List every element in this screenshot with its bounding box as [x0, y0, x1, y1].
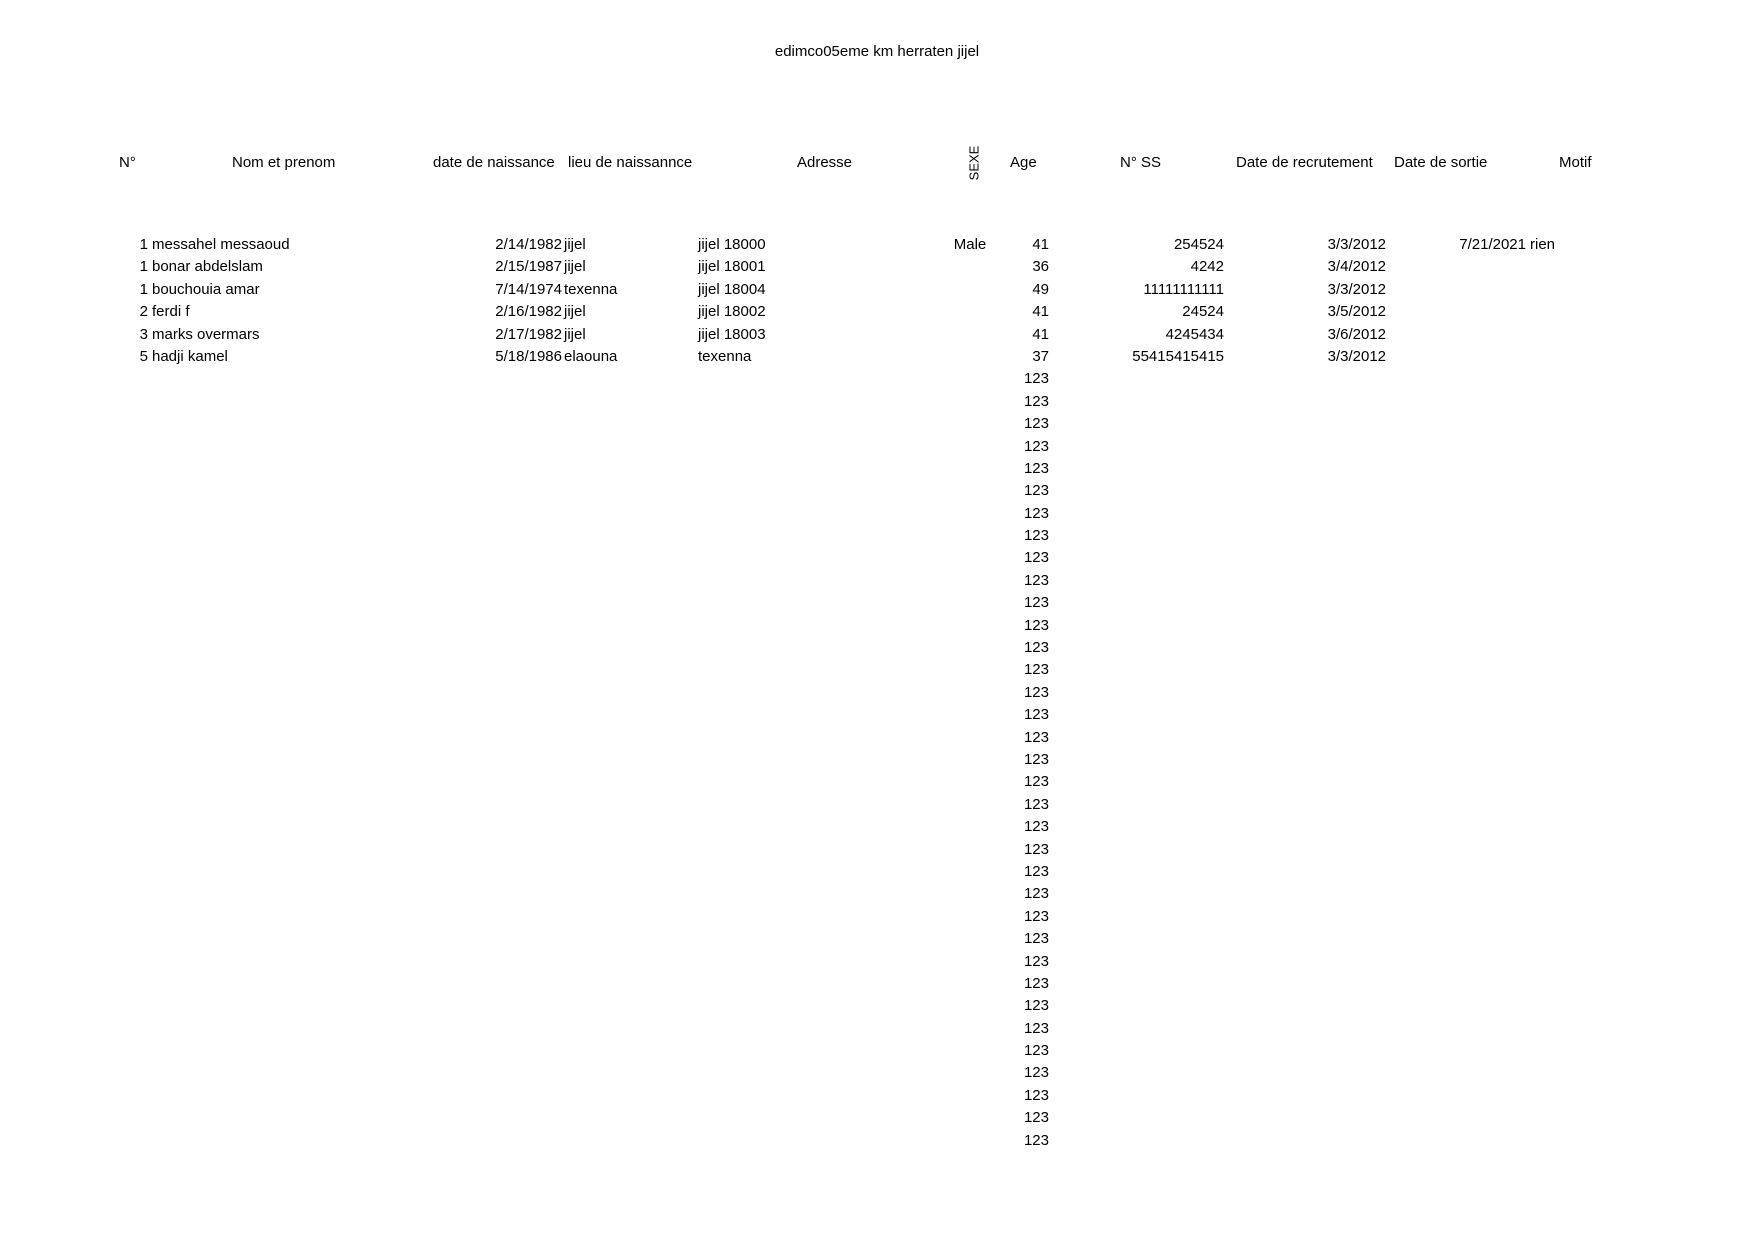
table-row — [0, 594, 1754, 616]
cell-age: 41 — [1032, 325, 1049, 343]
table-row — [0, 303, 1754, 325]
table-row — [0, 751, 1754, 773]
cell-age: 123 — [1023, 997, 1049, 1015]
cell-age: 36 — [1032, 258, 1049, 276]
cell-birth-place: jijel — [564, 236, 586, 253]
header-birth-date: date de naissance — [433, 154, 555, 171]
cell-age: 123 — [1023, 840, 1049, 858]
cell-age: 123 — [1023, 504, 1049, 522]
cell-age: 123 — [1023, 482, 1049, 500]
cell-age: 123 — [1023, 930, 1049, 948]
cell-name: ferdi f — [152, 303, 190, 321]
table-row — [0, 684, 1754, 706]
table-row — [0, 415, 1754, 437]
cell-exit-date: 7/21/2021 — [1459, 236, 1526, 253]
cell-age: 37 — [1032, 347, 1049, 365]
cell-age: 123 — [1023, 818, 1049, 836]
cell-num: 1 — [139, 236, 148, 253]
header-exit-date: Date de sortie — [1394, 154, 1488, 171]
cell-age: 123 — [1023, 549, 1049, 567]
table-row — [0, 438, 1754, 460]
table-row — [0, 841, 1754, 863]
table-row — [0, 908, 1754, 930]
cell-address: jijel 18002 — [698, 303, 766, 321]
cell-address: jijel 18000 — [698, 236, 766, 253]
cell-ss: 254524 — [1173, 236, 1224, 253]
table-row — [0, 617, 1754, 639]
cell-age: 123 — [1023, 437, 1049, 455]
cell-address: jijel 18004 — [698, 280, 766, 298]
cell-birth-date: 7/14/1974 — [495, 280, 562, 298]
cell-age: 123 — [1023, 594, 1049, 612]
cell-name: marks overmars — [152, 325, 260, 343]
cell-birth-date: 2/15/1987 — [495, 258, 562, 276]
cell-hire-date: 3/6/2012 — [1327, 325, 1386, 343]
cell-age: 49 — [1032, 280, 1049, 298]
cell-birth-date: 2/14/1982 — [495, 236, 562, 253]
table-row — [0, 773, 1754, 795]
cell-hire-date: 3/3/2012 — [1327, 347, 1386, 365]
cell-age: 123 — [1023, 639, 1049, 657]
cell-age: 123 — [1023, 862, 1049, 880]
table-row — [0, 885, 1754, 907]
table-row — [0, 370, 1754, 392]
cell-reason: rien — [1530, 236, 1556, 253]
table-row — [0, 997, 1754, 1019]
cell-address: jijel 18001 — [698, 258, 766, 276]
cell-birth-place: elaouna — [564, 347, 618, 365]
table-row — [0, 348, 1754, 370]
cell-num: 2 — [139, 303, 148, 321]
cell-age: 123 — [1023, 370, 1049, 388]
cell-num: 5 — [139, 347, 148, 365]
header-ss: N° SS — [1120, 154, 1162, 171]
cell-num: 3 — [139, 325, 148, 343]
cell-age: 123 — [1023, 459, 1049, 477]
table-row — [0, 796, 1754, 818]
cell-ss: 4245434 — [1165, 325, 1224, 343]
table-row — [0, 706, 1754, 728]
table-row — [0, 258, 1754, 280]
cell-ss: 24524 — [1182, 303, 1224, 321]
cell-age: 123 — [1023, 750, 1049, 768]
header-sex — [965, 145, 983, 181]
cell-age: 123 — [1023, 1086, 1049, 1104]
cell-age: 123 — [1023, 616, 1049, 634]
sheet-title: edimco05eme km herraten jijel — [774, 43, 980, 60]
cell-birth-place: texenna — [564, 280, 618, 298]
cell-age: 123 — [1023, 1042, 1049, 1060]
table-row — [0, 572, 1754, 594]
header-birth-place: lieu de naissannce — [568, 154, 693, 171]
cell-age: 123 — [1023, 773, 1049, 791]
header-sex-label: SEXE — [966, 145, 982, 181]
table-row — [0, 393, 1754, 415]
cell-age: 123 — [1023, 728, 1049, 746]
table-row — [0, 1132, 1754, 1154]
cell-sex: Male — [953, 236, 987, 253]
table-row — [0, 1109, 1754, 1131]
cell-age: 123 — [1023, 795, 1049, 813]
cell-address: jijel 18003 — [698, 325, 766, 343]
cell-birth-place: jijel — [564, 258, 586, 276]
cell-age: 123 — [1023, 1131, 1049, 1149]
header-age: Age — [1010, 154, 1037, 171]
table-row — [0, 460, 1754, 482]
cell-hire-date: 3/3/2012 — [1327, 236, 1386, 253]
cell-birth-date: 2/16/1982 — [495, 303, 562, 321]
cell-age: 41 — [1032, 303, 1049, 321]
table-row — [0, 1020, 1754, 1042]
cell-birth-place: jijel — [564, 303, 586, 321]
header-hire-date: Date de recrutement — [1236, 154, 1373, 171]
cell-age: 123 — [1023, 661, 1049, 679]
cell-age: 123 — [1023, 1064, 1049, 1082]
cell-name: hadji kamel — [152, 347, 228, 365]
cell-num: 1 — [139, 258, 148, 276]
table-row — [0, 527, 1754, 549]
table-row — [0, 818, 1754, 840]
table-row — [0, 975, 1754, 997]
table-row — [0, 236, 1754, 258]
table-row — [0, 661, 1754, 683]
header-reason: Motif — [1559, 154, 1592, 171]
table-row — [0, 639, 1754, 661]
cell-age: 123 — [1023, 952, 1049, 970]
table-row — [0, 953, 1754, 975]
data-table — [0, 236, 1754, 1154]
table-row — [0, 482, 1754, 504]
cell-ss: 4242 — [1190, 258, 1224, 276]
table-row — [0, 326, 1754, 348]
cell-age: 123 — [1023, 527, 1049, 545]
table-row — [0, 1087, 1754, 1109]
cell-hire-date: 3/4/2012 — [1327, 258, 1386, 276]
cell-ss: 55415415415 — [1132, 347, 1224, 365]
cell-age: 123 — [1023, 885, 1049, 903]
table-row — [0, 729, 1754, 751]
cell-num: 1 — [139, 280, 148, 298]
cell-age: 123 — [1023, 974, 1049, 992]
table-row — [0, 505, 1754, 527]
header-name: Nom et prenom — [232, 154, 336, 171]
table-row — [0, 1064, 1754, 1086]
cell-name: bonar abdelslam — [152, 258, 263, 276]
cell-address: texenna — [698, 347, 752, 365]
cell-age: 123 — [1023, 392, 1049, 410]
cell-age: 123 — [1023, 683, 1049, 701]
cell-birth-place: jijel — [564, 325, 586, 343]
cell-age: 123 — [1023, 571, 1049, 589]
header-num: N° — [119, 154, 136, 171]
cell-birth-date: 5/18/1986 — [495, 347, 562, 365]
cell-age: 123 — [1023, 415, 1049, 433]
header-address: Adresse — [797, 154, 853, 171]
table-row — [0, 930, 1754, 952]
cell-age: 123 — [1023, 907, 1049, 925]
cell-ss: 11111111111 — [1143, 280, 1224, 298]
table-row — [0, 1042, 1754, 1064]
cell-name: messahel messaoud — [152, 236, 290, 253]
cell-age: 123 — [1023, 1109, 1049, 1127]
cell-hire-date: 3/5/2012 — [1327, 303, 1386, 321]
cell-hire-date: 3/3/2012 — [1327, 280, 1386, 298]
table-row — [0, 281, 1754, 303]
cell-age: 41 — [1032, 236, 1049, 253]
cell-age: 123 — [1023, 706, 1049, 724]
cell-birth-date: 2/17/1982 — [495, 325, 562, 343]
table-row — [0, 863, 1754, 885]
cell-name: bouchouia amar — [152, 280, 260, 298]
table-row — [0, 549, 1754, 571]
cell-age: 123 — [1023, 1019, 1049, 1037]
